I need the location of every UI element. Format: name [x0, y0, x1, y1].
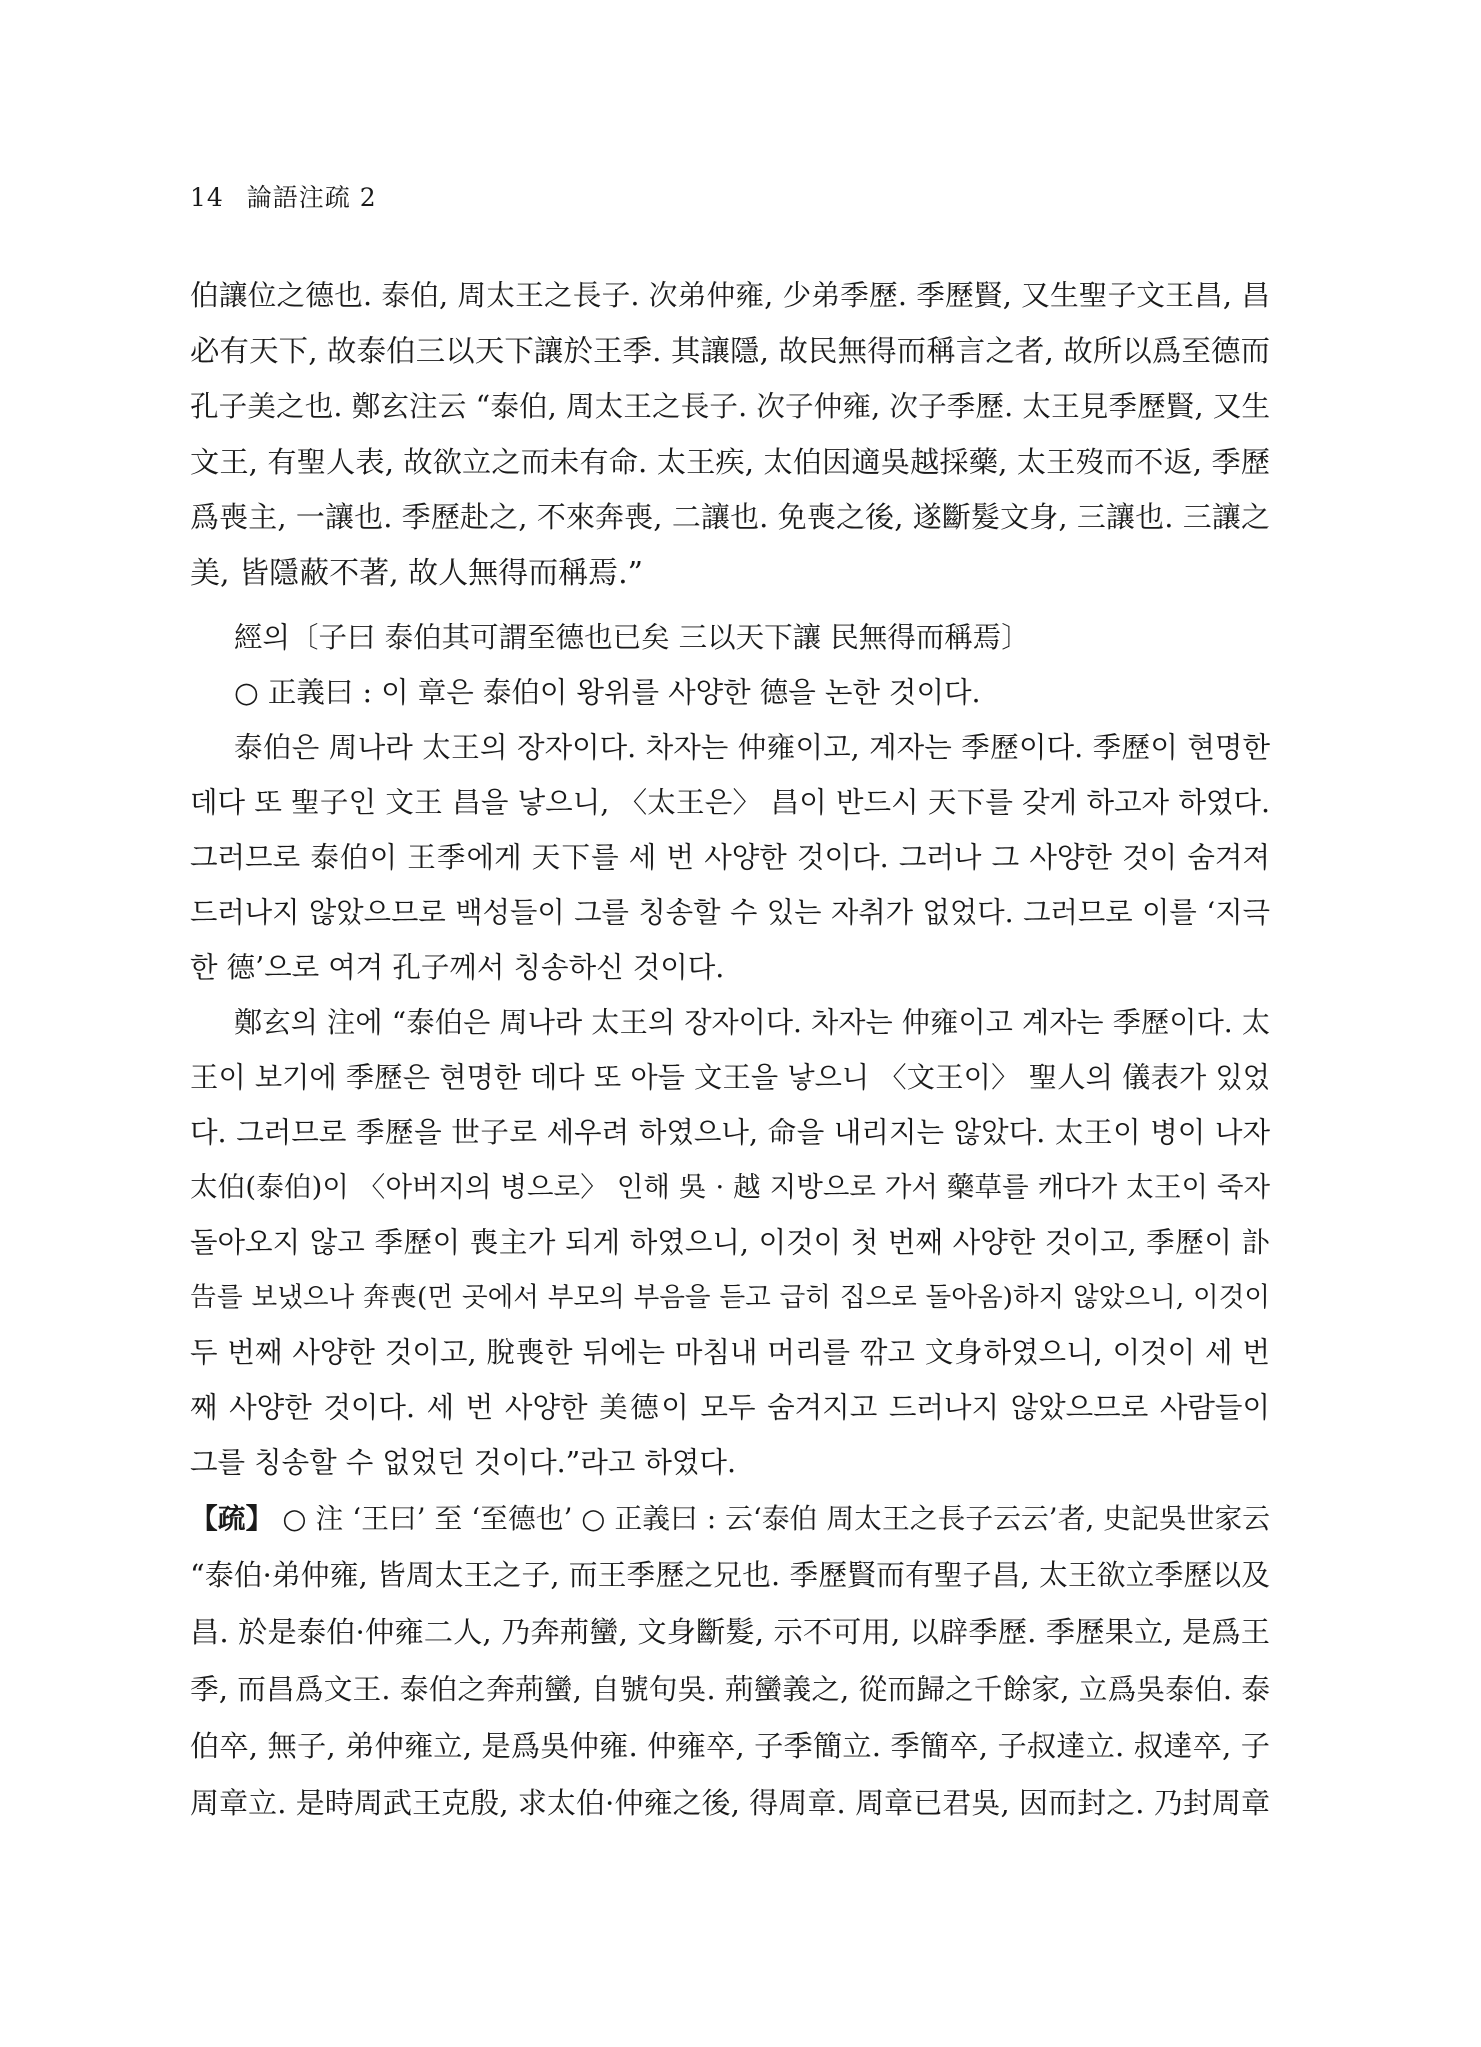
translation-summary-line: ○ 正義曰 : 이 章은 泰伯이 왕위를 사양한 德을 논한 것이다. [234, 676, 981, 709]
page-number: 14 [190, 183, 224, 212]
commentary-line: 文王, 有聖人表, 故欲立之而未有命. 太王疾, 太伯因適吳越採藥, 太王歿而不返, 季歷 [190, 444, 1270, 479]
translation-line: 告를 보냈으나 奔喪(먼 곳에서 부모의 부음을 듣고 급히 집으로 돌아옴)하지 않았으니, 이것이 [190, 1282, 1270, 1313]
translation-line: 鄭玄의 注에 “泰伯은 周나라 太王의 장자이다. 차자는 仲雍이고 계자는 季歷이다. 太 [234, 1006, 1270, 1039]
subcommentary-marker: 【疏】 [190, 1502, 274, 1535]
translation-line: 泰伯은 周나라 太王의 장자이다. 차자는 仲雍이고, 계자는 季歷이다. 季歷이 현명한 [234, 731, 1270, 764]
translation-line: 太伯(泰伯)이 〈아버지의 병으로〉 인해 吳 · 越 지방으로 가서 藥草를 캐다가 太王이 죽자 [190, 1172, 1270, 1203]
book-title: 論語注疏 2 [246, 183, 377, 212]
translation-line: 그러므로 泰伯이 王季에게 天下를 세 번 사양한 것이다. 그러나 그 사양한 것이 숨겨져 [190, 841, 1270, 874]
subcommentary-line [190, 1490, 1270, 1547]
commentary-line: 伯讓位之德也. 泰伯, 周太王之長子. 次弟仲雍, 少弟季歷. 季歷賢, 又生聖子文王昌, 昌 [190, 278, 1270, 312]
commentary-line: 孔子美之也. 鄭玄注云 “泰伯, 周太王之長子. 次子仲雍, 次子季歷. 太王見季歷賢, 又生 [190, 389, 1270, 423]
translation-line: 그를 칭송할 수 없었던 것이다.”라고 하였다. [190, 1446, 737, 1479]
translation-line: 데다 또 聖子인 文王 昌을 낳으니, 〈太王은〉 昌이 반드시 天下를 갖게 하고자 하였다. [190, 786, 1270, 819]
subcommentary-line: 昌. 於是泰伯·仲雍二人, 乃奔荊蠻, 文身斷髮, 示不可用, 以辟季歷. 季歷果立, 是爲王 [190, 1615, 1270, 1649]
subcommentary-line: “泰伯·弟仲雍, 皆周太王之子, 而王季歷之兄也. 季歷賢而有聖子昌, 太王欲立季歷以及 [190, 1558, 1270, 1592]
commentary-line: 爲喪主, 一讓也. 季歷赴之, 不來奔喪, 二讓也. 免喪之後, 遂斷髮文身, 三讓也. 三讓之 [190, 500, 1270, 534]
subcommentary-passage [190, 1490, 1270, 1832]
subcommentary-line: 周章立. 是時周武王克殷, 求太伯·仲雍之後, 得周章. 周章已君吳, 因而封之. 乃封周章 [190, 1786, 1270, 1820]
subcommentary-line: 伯卒, 無子, 弟仲雍立, 是爲吳仲雍. 仲雍卒, 子季簡立. 季簡卒, 子叔達立. 叔達卒, 子 [190, 1729, 1270, 1763]
translation-line: 째 사양한 것이다. 세 번 사양한 美德이 모두 숨겨지고 드러나지 않았으므로 사람들이 [190, 1391, 1270, 1424]
translation-line: 한 德’으로 여겨 孔子께서 칭송하신 것이다. [190, 951, 725, 984]
translation-line: 돌아오지 않고 季歷이 喪主가 되게 하였으니, 이것이 첫 번째 사양한 것이고, 季歷이 訃 [190, 1226, 1270, 1259]
commentary-line: 美, 皆隱蔽不著, 故人無得而稱焉.” [190, 555, 644, 591]
subcommentary-line-text: ○ 注 ‘王曰’ 至 ‘至德也’ ○ 正義曰 : 云‘泰伯 周太王之長子云云’者, 史記吳世家云 [282, 1502, 1270, 1535]
commentary-line: 必有天下, 故泰伯三以天下讓於王季. 其讓隱, 故民無得而稱言之者, 故所以爲至德而 [190, 333, 1270, 368]
translation-line: 다. 그러므로 季歷을 世子로 세우려 하였으나, 命을 내리지는 않았다. 太王이 병이 나자 [190, 1116, 1270, 1149]
commentary-passage [190, 268, 1270, 601]
translation-line: 王이 보기에 季歷은 현명한 데다 또 아들 文王을 낳으니 〈文王이〉 聖人의 儀表가 있었 [190, 1061, 1270, 1094]
translation-line: 드러나지 않았으므로 백성들이 그를 칭송할 수 있는 자취가 없었다. 그러므로 이를 ‘지극 [190, 896, 1270, 929]
translation-passage [190, 610, 1270, 1490]
running-header [190, 178, 377, 214]
classic-text-heading: 經의〔子曰 泰伯其可謂至德也已矣 三以天下讓 民無得而稱焉〕 [234, 621, 1030, 654]
translation-line: 두 번째 사양한 것이고, 脫喪한 뒤에는 마침내 머리를 깎고 文身하였으니, 이것이 세 번 [190, 1336, 1270, 1369]
subcommentary-line: 季, 而昌爲文王. 泰伯之奔荊蠻, 自號句吳. 荊蠻義之, 從而歸之千餘家, 立爲吳泰伯. 泰 [190, 1672, 1270, 1706]
